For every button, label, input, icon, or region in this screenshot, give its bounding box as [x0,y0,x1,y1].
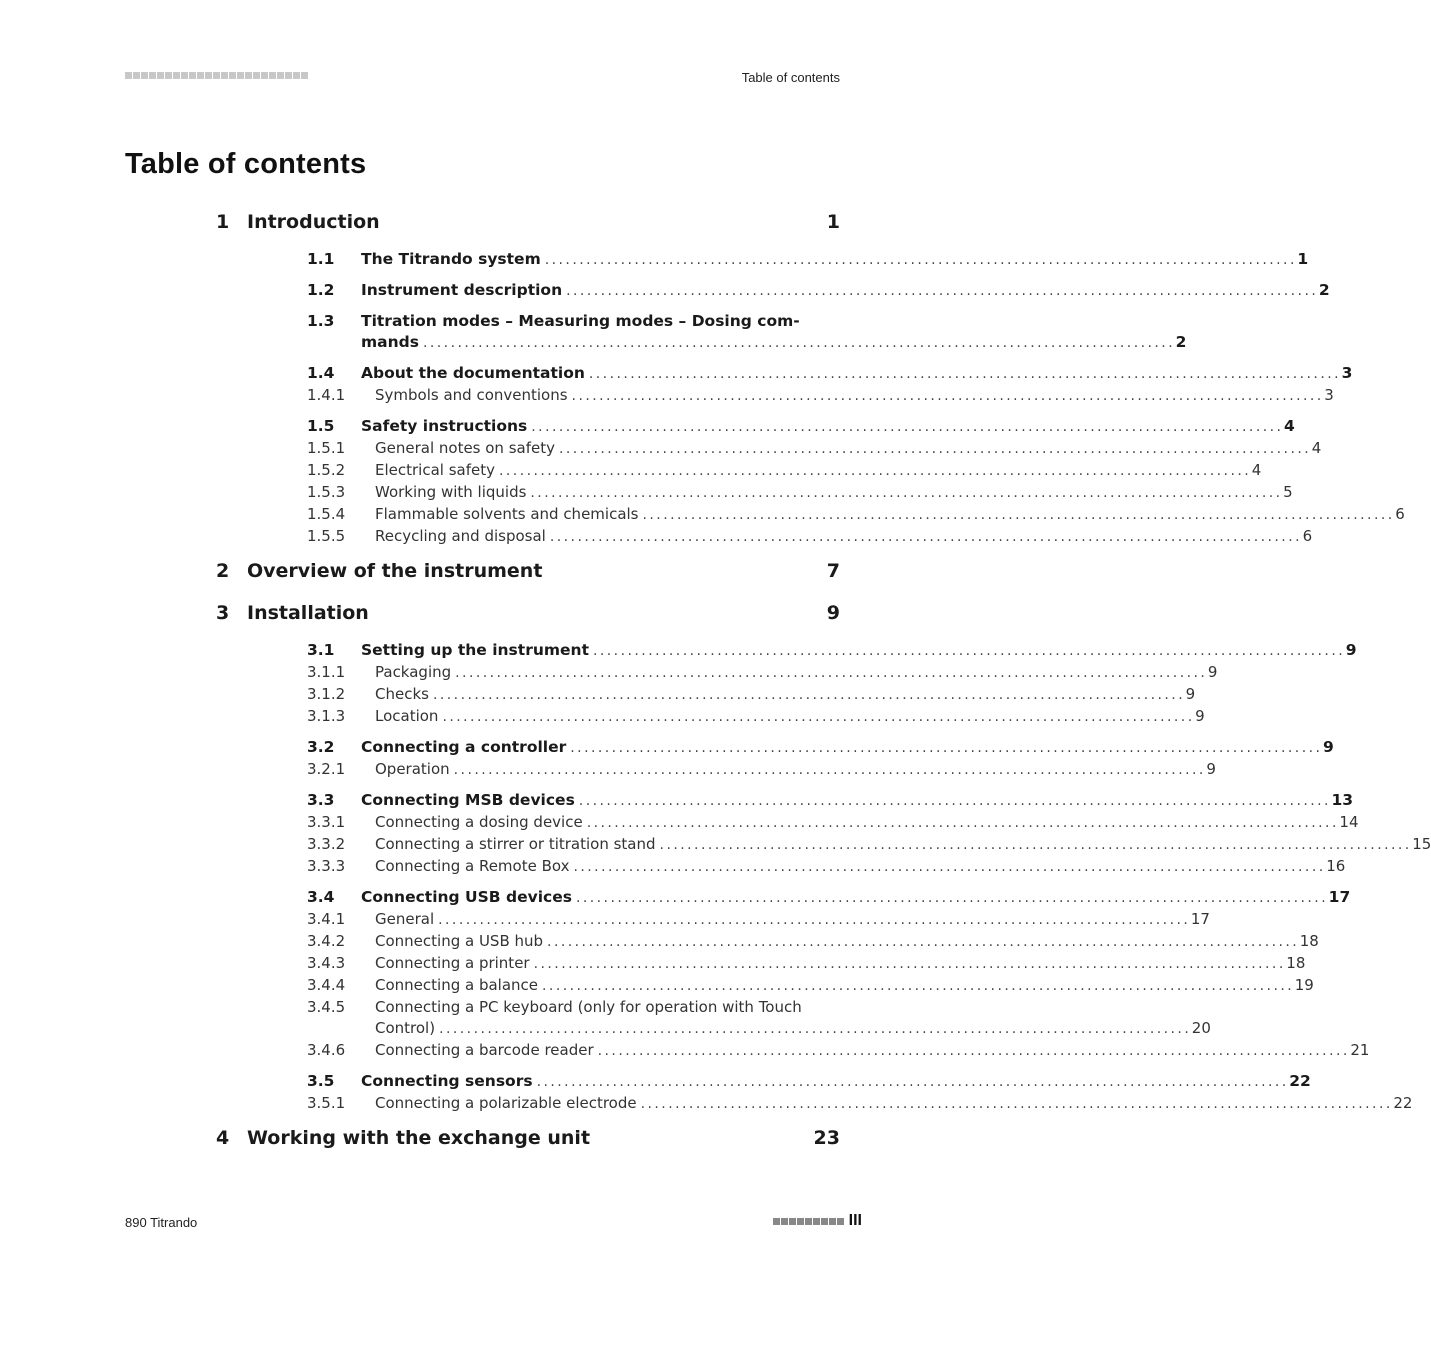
chapter-number: 1 [216,211,230,233]
subsection-title: General notes on safety [375,439,555,457]
subsection-number: 3.4.6 [307,1041,346,1059]
subsection-title: Checks [375,685,429,703]
leader-dots [537,1072,1286,1093]
toc-chapter-entry[interactable] [216,1121,840,1157]
subsection-body [375,856,1345,878]
subsection-number: 1.5.1 [307,439,346,457]
subsection-title: Operation [375,760,450,778]
subsection-page-number: 18 [1286,954,1306,972]
section-page-number: 1 [1297,250,1309,268]
header-square [189,72,196,79]
subsection-body [375,526,1312,548]
section-page-number: 2 [1318,281,1330,299]
toc-subsection-entry[interactable] [216,834,1431,856]
section-body [361,280,1330,302]
header-square [157,72,164,79]
header-square [133,72,140,79]
subsection-title: Connecting a dosing device [375,813,583,831]
subsection-title: Connecting a stirrer or titration stand [375,835,656,853]
subsection-number: 3.1.2 [307,685,346,703]
header-square [197,72,204,79]
header-square [149,72,156,79]
toc-subsection-entry[interactable] [216,931,1319,953]
subsection-page-number: 22 [1393,1094,1413,1112]
subsection-title: Connecting a barcode reader [375,1041,594,1059]
toc-subsection-entry[interactable] [216,662,1218,684]
chapter-number: 2 [216,560,230,582]
section-number: 3.5 [307,1072,335,1090]
header-square [173,72,180,79]
section-title: Connecting USB devices [361,888,572,906]
subsection-body [375,759,1216,781]
section-body [361,737,1334,759]
chapter-number: 3 [216,602,230,624]
toc-section-entry[interactable] [216,280,1330,302]
toc-subsection-entry[interactable] [216,997,1211,1040]
subsection-number: 3.4.4 [307,976,346,994]
header-square [205,72,212,79]
toc-subsection-entry[interactable] [216,385,1334,407]
leader-dots [559,439,1308,460]
subsection-body [375,482,1293,504]
leader-dots [598,1041,1347,1062]
leader-dots [573,857,1322,878]
subsection-number: 1.5.5 [307,527,346,545]
leader-dots [433,685,1182,706]
subsection-title: Location [375,707,439,725]
header-square [253,72,260,79]
subsection-title: Flammable solvents and chemicals [375,505,639,523]
section-page-number: 13 [1331,791,1354,809]
header-square [181,72,188,79]
subsection-number: 3.1.3 [307,707,346,725]
toc-subsection-entry[interactable] [216,438,1322,460]
subsection-number: 3.4.5 [307,998,346,1016]
header-square [301,72,308,79]
footer-square [797,1218,804,1225]
subsection-page-number: 14 [1339,813,1359,831]
leader-dots [570,738,1319,759]
subsection-number: 1.5.3 [307,483,346,501]
header-square [165,72,172,79]
section-number: 1.1 [307,250,335,268]
leader-dots [534,954,1283,975]
toc-subsection-entry[interactable] [216,1040,1370,1062]
toc-section-group [216,632,1431,1115]
leader-dots [542,976,1291,997]
chapter-page-number: 7 [826,560,840,582]
leader-dots [439,1019,1188,1040]
chapter-page-number: 23 [813,1127,840,1149]
subsection-page-number: 9 [1195,707,1205,725]
header-square [125,72,132,79]
subsection-page-number: 6 [1395,505,1405,523]
subsection-title: Working with liquids [375,483,527,501]
subsection-body [375,834,1431,856]
section-title: About the documentation [361,364,585,382]
subsection-body [375,931,1319,953]
leader-dots [531,417,1280,438]
toc-subsection-entry[interactable] [216,909,1210,931]
section-number: 3.3 [307,791,335,809]
section-body [361,363,1352,385]
subsection-number: 3.4.2 [307,932,346,950]
leader-dots [547,932,1296,953]
subsection-page-number: 9 [1185,685,1196,703]
header-square [229,72,236,79]
toc-section-entry[interactable] [216,790,1354,812]
leader-dots [454,760,1203,781]
chapter-number: 4 [216,1127,230,1149]
section-body [361,1071,1311,1093]
subsection-body [375,438,1321,460]
subsection-page-number: 6 [1302,527,1313,545]
chapter-page-number: 9 [826,602,840,624]
toc-subsection-entry[interactable] [216,482,1293,504]
toc-section-group [216,241,1405,548]
subsection-page-number: 4 [1251,461,1262,479]
footer-decoration [773,1218,844,1225]
footer-square [805,1218,812,1225]
subsection-page-number: 19 [1294,976,1314,994]
subsection-page-number: 9 [1206,760,1216,778]
leader-dots [545,250,1294,271]
toc-subsection-entry[interactable] [216,953,1306,975]
section-title: Safety instructions [361,417,528,435]
table-of-contents [216,200,1431,1157]
subsection-title: Electrical safety [375,461,495,479]
section-body [361,790,1353,812]
subsection-page-number: 3 [1324,386,1334,404]
chapter-page-number: 1 [826,211,840,233]
section-body [361,416,1295,438]
section-page-number: 3 [1341,364,1353,382]
toc-section-entry[interactable] [216,249,1309,271]
section-body [361,249,1308,271]
toc-section-entry[interactable] [216,416,1295,438]
footer-square [789,1218,796,1225]
toc-subsection-entry[interactable] [216,684,1196,706]
subsection-number: 3.3.3 [307,857,346,875]
section-body [361,311,1186,354]
section-number: 3.1 [307,641,335,659]
section-title: Connecting MSB devices [361,791,575,809]
header-square [277,72,284,79]
page-title: Table of contents [125,148,367,180]
footer-square [813,1218,820,1225]
toc-section-entry[interactable] [216,363,1353,385]
subsection-number: 1.4.1 [307,386,346,404]
section-number: 1.3 [307,312,335,330]
subsection-title: Symbols and conventions [375,386,568,404]
subsection-title-line2-row [375,1018,1211,1040]
leader-dots [550,527,1299,548]
section-page-number: 17 [1328,888,1351,906]
section-number: 1.4 [307,364,335,382]
leader-dots [530,483,1279,504]
leader-dots [423,333,1172,354]
chapter-title: Installation [247,602,369,624]
section-title-line2: mands [361,333,419,351]
subsection-page-number: 16 [1326,857,1346,875]
toc-subsection-entry[interactable] [216,460,1262,482]
running-header-title: Table of contents [741,70,840,85]
header-square [213,72,220,79]
chapter-title: Overview of the instrument [247,560,543,582]
section-page-number: 9 [1322,738,1334,756]
leader-dots [576,888,1325,909]
subsection-page-number: 5 [1283,483,1293,501]
header-square [141,72,148,79]
section-title-line2-row [361,332,1186,354]
subsection-page-number: 20 [1191,1019,1211,1037]
toc-subsection-entry[interactable] [216,856,1346,878]
subsection-title: Connecting a polarizable electrode [375,1094,637,1112]
header-square [285,72,292,79]
toc-section-entry[interactable] [216,1071,1311,1093]
subsection-title: Connecting a Remote Box [375,857,570,875]
subsection-page-number: 15 [1412,835,1431,853]
header-square [261,72,268,79]
leader-dots [643,505,1392,526]
subsection-title: Packaging [375,663,452,681]
toc-chapter-entry[interactable] [216,554,840,590]
subsection-body [375,975,1314,997]
subsection-title-line1: Connecting a PC keyboard (only for operation with Touch [375,998,802,1016]
subsection-number: 3.5.1 [307,1094,346,1112]
subsection-page-number: 9 [1207,663,1218,681]
footer-square [829,1218,836,1225]
leader-dots [593,641,1342,662]
footer-square [781,1218,788,1225]
toc-section-entry[interactable] [216,311,1187,354]
subsection-title: General [375,910,435,928]
leader-dots [499,461,1248,482]
header-square [221,72,228,79]
toc-subsection-entry[interactable] [216,812,1359,834]
subsection-body [375,706,1205,728]
subsection-page-number: 17 [1190,910,1210,928]
subsection-number: 1.5.2 [307,461,346,479]
section-title: Instrument description [361,281,563,299]
toc-chapter-entry[interactable] [216,596,840,632]
footer-square [821,1218,828,1225]
toc-subsection-entry[interactable] [216,975,1314,997]
subsection-number: 3.4.1 [307,910,346,928]
section-number: 1.5 [307,417,335,435]
subsection-number: 3.3.2 [307,835,346,853]
subsection-body [375,662,1217,684]
chapter-title: Introduction [247,211,380,233]
subsection-body [375,1040,1369,1062]
subsection-number: 3.4.3 [307,954,346,972]
section-title: Setting up the instrument [361,641,589,659]
section-page-number: 22 [1289,1072,1311,1090]
section-body [361,887,1350,909]
section-number: 1.2 [307,281,335,299]
toc-chapter-entry[interactable] [216,205,840,241]
toc-subsection-entry[interactable] [216,526,1313,548]
chapter-title: Working with the exchange unit [247,1127,591,1149]
toc-section-entry[interactable] [216,887,1351,909]
leader-dots [579,791,1328,812]
subsection-page-number: 18 [1299,932,1319,950]
subsection-title-line2: Control) [375,1019,436,1037]
leader-dots [589,364,1338,385]
toc-subsection-entry[interactable] [216,759,1216,781]
subsection-page-number: 4 [1311,439,1322,457]
subsection-body [375,1093,1412,1115]
subsection-body [375,504,1405,526]
subsection-body [375,812,1359,834]
toc-subsection-entry[interactable] [216,1093,1413,1115]
section-number: 3.4 [307,888,335,906]
leader-dots [438,910,1187,931]
header-square [269,72,276,79]
subsection-body [375,684,1195,706]
subsection-number: 3.3.1 [307,813,346,831]
subsection-page-number: 21 [1350,1041,1370,1059]
section-title-line1: Titration modes – Measuring modes – Dosing com- [361,312,800,330]
leader-dots [566,281,1315,302]
section-number: 3.2 [307,738,335,756]
subsection-number: 1.5.4 [307,505,346,523]
section-body [361,640,1356,662]
footer-page-number: III [848,1212,862,1229]
leader-dots [442,707,1191,728]
footer-square [837,1218,844,1225]
section-page-number: 9 [1345,641,1357,659]
subsection-body [375,385,1334,407]
toc-subsection-entry[interactable] [216,706,1205,728]
subsection-body [375,460,1261,482]
footer-square [773,1218,780,1225]
toc-section-entry[interactable] [216,640,1357,662]
subsection-title: Connecting a USB hub [375,932,544,950]
toc-subsection-entry[interactable] [216,504,1405,526]
leader-dots [572,386,1321,407]
header-square [237,72,244,79]
subsection-title: Connecting a balance [375,976,539,994]
subsection-title: Recycling and disposal [375,527,546,545]
toc-section-entry[interactable] [216,737,1334,759]
section-title: Connecting a controller [361,738,567,756]
section-page-number: 2 [1175,333,1187,351]
subsection-body [375,997,1211,1040]
header-square [293,72,300,79]
subsection-title: Connecting a printer [375,954,530,972]
subsection-body [375,909,1210,931]
section-title: The Titrando system [361,250,541,268]
leader-dots [641,1094,1390,1115]
section-page-number: 4 [1283,417,1295,435]
section-title: Connecting sensors [361,1072,533,1090]
subsection-number: 3.2.1 [307,760,346,778]
leader-dots [587,813,1336,834]
footer-product-name: 890 Titrando [125,1215,198,1230]
header-decoration [125,72,308,80]
subsection-number: 3.1.1 [307,663,346,681]
header-square [245,72,252,79]
leader-dots [660,835,1409,856]
leader-dots [455,663,1204,684]
subsection-body [375,953,1305,975]
